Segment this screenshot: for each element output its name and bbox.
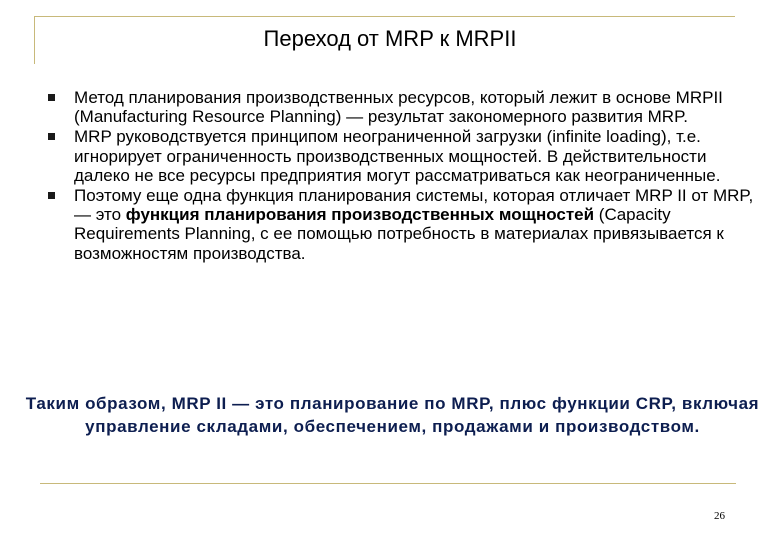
square-bullet-icon — [48, 94, 55, 101]
page-number: 26 — [714, 510, 725, 522]
slide-title: Переход от MRP к MRPII — [263, 26, 517, 51]
bullet-text-bold: функция планирования производственных мощностей — [125, 205, 595, 225]
top-rule — [34, 16, 735, 17]
bullet-text: Метод планирования производственных ресурсов, который лежит в основе MRPII (Manufacturing Resource Planning) — результат закономерного развития MRP. — [74, 88, 723, 127]
bullet-list — [44, 88, 754, 264]
bullet-item-2 — [44, 127, 754, 185]
bullet-text-after: (Capacity Requirements Planning, с ее помощью потребность в материалах привязывается к возможностям производства. — [74, 205, 724, 263]
bullet-text: MRP руководствуется принципом неограниченной загрузки (infinite loading), т.е. игнорирует ограниченность производственных мощностей. В действительности далеко не все ресурсы предприятия могут рассматриваться как неограниченные. — [74, 127, 721, 185]
bottom-rule — [40, 483, 736, 484]
bullet-item-1 — [44, 88, 754, 126]
conclusion-text: Таким образом, MRP II — это планирование по MRP, плюс функции CRP, включая управление складами, обеспечением, продажами и производством. — [25, 394, 760, 436]
bullet-text-before: Поэтому еще одна функция планирования системы, которая отличает MRP II от MRP, — это — [74, 186, 754, 225]
square-bullet-icon — [48, 192, 55, 199]
square-bullet-icon — [48, 133, 55, 140]
bullet-item-3 — [44, 186, 754, 263]
